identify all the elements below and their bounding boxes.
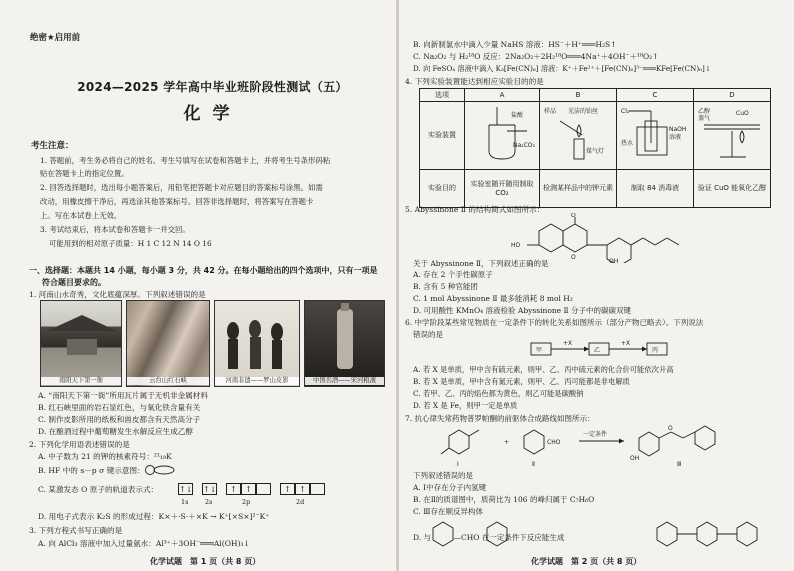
atom-label: O [668, 425, 673, 432]
table-header-cell: 选项 [420, 89, 465, 102]
question-7-option-b: B. 在Ⅱ的质谱图中，质荷比为 106 的峰归属于 C₇H₆O [413, 495, 595, 504]
photo-caption: 中国名酒——宋河粮液 [305, 377, 384, 385]
device-label: CuO [736, 110, 749, 118]
device-a-cell [465, 102, 540, 170]
question-5-lead: 关于 Abyssinone Ⅱ，下列叙述正确的是 [413, 259, 549, 268]
device-b-cell [540, 102, 617, 170]
question-2-option-a: A. 中子数为 21 的钾的核素符号：²¹₁₉K [38, 452, 172, 461]
device-label: 盐酸 [511, 112, 524, 120]
page-footer: 化学试题 第 2 页（共 8 页） [531, 557, 642, 566]
question-1-stem: 1. 河南山水奇秀，文化底蕴深厚。下列叙述错误的是 [29, 290, 206, 299]
atom-label: O [571, 254, 576, 261]
purpose-cell: 实验室随开随用制取 CO₂ [465, 170, 540, 208]
notice-line: 改动，用橡皮擦干净后，再选涂其他答案标号。回答非选择题时，将答案写在答题卡 [40, 197, 314, 206]
subject-title: 化学 [183, 104, 242, 124]
device-label: 样品 [544, 108, 557, 116]
orbital-box: ↑↓ [179, 485, 193, 494]
orbital-label: 1s [181, 498, 189, 506]
device-label: Cl₂ [621, 108, 630, 116]
exam-title: 2024—2025 学年高中毕业班阶段性测试（五） [77, 80, 348, 94]
purpose-cell: 检测某样品中的钾元素 [540, 170, 617, 208]
question-7-option-a: A. Ⅰ中存在分子内氢键 [413, 483, 487, 492]
question-5-option-b: B. 含有 5 种官能团 [413, 282, 478, 291]
question-7-lead: 下列叙述错误的是 [413, 471, 473, 480]
question-5-option-a: A. 存在 2 个手性碳原子 [413, 270, 493, 279]
question-1-option-d: D. 在酿酒过程中葡萄糖发生水解反应生成乙醇 [38, 427, 193, 436]
question-4-stem: 4. 下列实验装置能达到相应实验目的的是 [405, 77, 544, 86]
question-2-stem: 2. 下列化学用语表述错误的是 [29, 440, 130, 449]
yamen-roof-shape [41, 301, 122, 387]
page-footer: 化学试题 第 1 页（共 8 页） [150, 557, 261, 566]
question-7-option-d: D. 与 —CHO 在一定条件下反应能生成 [413, 533, 565, 542]
table-row-device [420, 102, 771, 170]
orbital-box [256, 483, 271, 495]
compound-label: Ⅰ [457, 461, 459, 468]
device-c-cell [617, 102, 694, 170]
cuo-oxidation-diagram [696, 103, 768, 165]
device-label: 煤气灯 [586, 148, 605, 156]
orbital-box: ↑ [280, 483, 295, 495]
question-2-option-c: C. 某激发态 O 原子的轨道表示式： [38, 485, 159, 494]
photo-liquor [304, 300, 385, 387]
notice-line: 3. 考试结束后，将本试卷和答题卡一并交回。 [40, 225, 190, 234]
co2-generator-diagram [467, 103, 537, 165]
liquor-bottle-shape [305, 301, 385, 387]
question-6-option-c: C. 若甲、乙、丙的焰色都为黄色，则乙可能是碳酸钠 [413, 389, 584, 398]
photo-red-stone-gorge [126, 300, 210, 387]
atom-label: O [571, 213, 576, 219]
arrow-label: +X [563, 340, 573, 347]
condition-label: 一定条件 [583, 431, 608, 438]
orbital-box: ↑ [295, 483, 310, 495]
table-row-purpose [420, 170, 771, 208]
question-2-option-d: D. 用电子式表示 K₂S 的形成过程：K×＋·S·＋×K → K⁺[×S×]²⁻K⁺ [38, 512, 270, 521]
orbital-box [310, 483, 325, 495]
question-7-option-c: C. Ⅲ存在顺反异构体 [413, 507, 483, 516]
device-d-cell [694, 102, 771, 170]
conversion-diagram [529, 337, 669, 359]
arrow-label: +X [621, 340, 631, 347]
atom-label: HO [511, 242, 521, 249]
question-1-option-a: A. “南阳天下第一衙”所用瓦片属于无机非金属材料 [38, 391, 208, 400]
table-header-cell: A [465, 89, 540, 102]
shadow-puppet-figures [215, 301, 300, 387]
question-3-option-a: A. 向 AlCl₃ 溶液中加入过量氨水：Al³⁺＋3OH⁻═══Al(OH)₃↓ [38, 539, 250, 548]
question-5-stem: 5. Abyssinone Ⅱ 的结构简式如图所示： [405, 205, 545, 214]
orbital-label: 2p [242, 498, 251, 506]
table-header-cell: B [540, 89, 617, 102]
purpose-cell: 制取 84 消毒液 [617, 170, 694, 208]
exam-page-2 [399, 0, 794, 571]
photo-caption: 云台山红石峡 [127, 377, 209, 385]
question-3-stem: 3. 下列方程式书写正确的是 [29, 526, 123, 535]
section-title: 一、选择题：本题共 14 小题，每小题 3 分，共 42 分。在每小题给出的四个选项中，只有一项是 [29, 266, 378, 275]
box-label: 甲 [536, 347, 543, 354]
question-5-option-d: D. 可用酸性 KMnO₄ 溶液检验 Abyssinone Ⅱ 分子中的碳碳双键 [413, 306, 631, 315]
notice-line: 上。写在本试卷上无效。 [40, 211, 122, 220]
question-6-option-a: A. 若 X 是单质，甲中含有硫元素，则甲、乙、丙中硫元素的化合价可能依次升高 [413, 365, 674, 374]
device-label: Na₂CO₃ [513, 142, 535, 150]
confidential-label: 绝密★启用前 [30, 33, 81, 43]
orbital-label: 2d [296, 498, 305, 506]
section-title: 符合题目要求的。 [42, 278, 106, 287]
orbital-label: 2s [205, 498, 213, 506]
question-6-option-b: B. 若 X 是单质，甲中含有氮元素，则甲、乙、丙可能都是非电解质 [413, 377, 630, 386]
orbital-box: ↑ [241, 483, 256, 495]
orbital-box: ↑↓ [203, 485, 217, 494]
atom-label: OH [630, 455, 640, 462]
question-6-stem: 6. 中学阶段某些常见物质在一定条件下的转化关系如图所示（部分产物已略去）。下列说法 [405, 318, 704, 327]
compound-label: Ⅱ [532, 461, 535, 468]
box-label: 乙 [594, 347, 601, 354]
synthesis-route [419, 422, 779, 470]
question-2-option-b: B. HF 中的 s－p σ 键示意图： [38, 466, 145, 475]
notice-line: 2. 回答选择题时，选出每小题答案后，用铅笔把答题卡对应题目的答案标号涂黑。如需 [40, 183, 323, 192]
question-3-option-c: C. Na₂O₂ 与 H₂¹⁸O 反应：2Na₂O₂＋2H₂¹⁸O═══4Na⁺＋4OH⁻＋¹⁸O₂↑ [413, 52, 659, 61]
device-label: 乙醇 [698, 108, 711, 116]
question-1-photos [40, 300, 385, 387]
abyssinone-structure [509, 213, 709, 263]
question-3-option-d: D. 向 FeSO₄ 溶液中滴入 K₃[Fe(CN)₆] 溶液：K⁺＋Fe²⁺＋[Fe(CN)₆]³⁻═══KFe[Fe(CN)₆]↓ [413, 64, 711, 73]
question-6-option-d: D. 若 X 是 Fe，则甲一定是单质 [413, 401, 518, 410]
question-6-stem: 错误的是 [413, 330, 443, 339]
bleach-prep-diagram [619, 103, 691, 165]
photo-yamen [40, 300, 122, 387]
photo-caption: 河南非遗——罗山皮影 [215, 377, 299, 385]
question-1-option-b: B. 红石峡里面的岩石显红色，与氧化铁含量有关 [38, 403, 201, 412]
atom-label: OH [609, 258, 619, 263]
table-header-row [420, 89, 771, 102]
device-label: 溶液 [669, 134, 682, 142]
notice-line: 1. 答题前，考生务必将自己的姓名、考生号填写在试卷和答题卡上，并将考生号条形码粘 [40, 156, 331, 165]
device-label: NaOH [669, 126, 687, 134]
question-7-stem: 7. 抗心律失常药物普罗帕酮的前驱体合成路线如图所示： [405, 414, 595, 423]
group-label: CHO [547, 439, 561, 446]
flame-test-diagram [542, 103, 614, 165]
device-label: 蒸气 [698, 115, 711, 123]
photo-shadow-puppets [214, 300, 300, 387]
table-header-cell: C [617, 89, 694, 102]
compound-label: Ⅲ [677, 461, 682, 468]
row-label: 实验目的 [420, 170, 465, 208]
question-3-option-b: B. 向新制氯水中滴入少量 NaHS 溶液：HS⁻＋H⁺═══H₂S↑ [413, 40, 617, 49]
option-d-structures [427, 520, 777, 548]
purpose-cell: 验证 CuO 能氧化乙醇 [694, 170, 771, 208]
device-label: 热水 [621, 140, 634, 148]
box-label: 丙 [652, 347, 659, 354]
sp-sigma-bond-diagram [142, 464, 178, 476]
row-label: 实验装置 [420, 102, 465, 170]
orbital-box: ↑ [226, 483, 241, 495]
notice-heading: 考生注意： [31, 141, 74, 151]
question-1-option-c: C. 制作皮影所用的纸板和兽皮都含有天然高分子 [38, 415, 201, 424]
table-header-cell: D [694, 89, 771, 102]
photo-caption: 南阳天下第一衙 [41, 377, 121, 385]
svg-text:+: + [504, 439, 510, 446]
experiment-table [419, 88, 771, 208]
notice-line: 贴在答题卡上的指定位置。 [40, 169, 129, 178]
atomic-masses: 可能用到的相对原子质量：H 1 C 12 N 14 O 16 [49, 239, 212, 248]
device-label: 光洁的铂丝 [568, 108, 599, 116]
question-5-option-c: C. 1 mol Abyssinone Ⅱ 最多能消耗 8 mol H₂ [413, 294, 573, 303]
